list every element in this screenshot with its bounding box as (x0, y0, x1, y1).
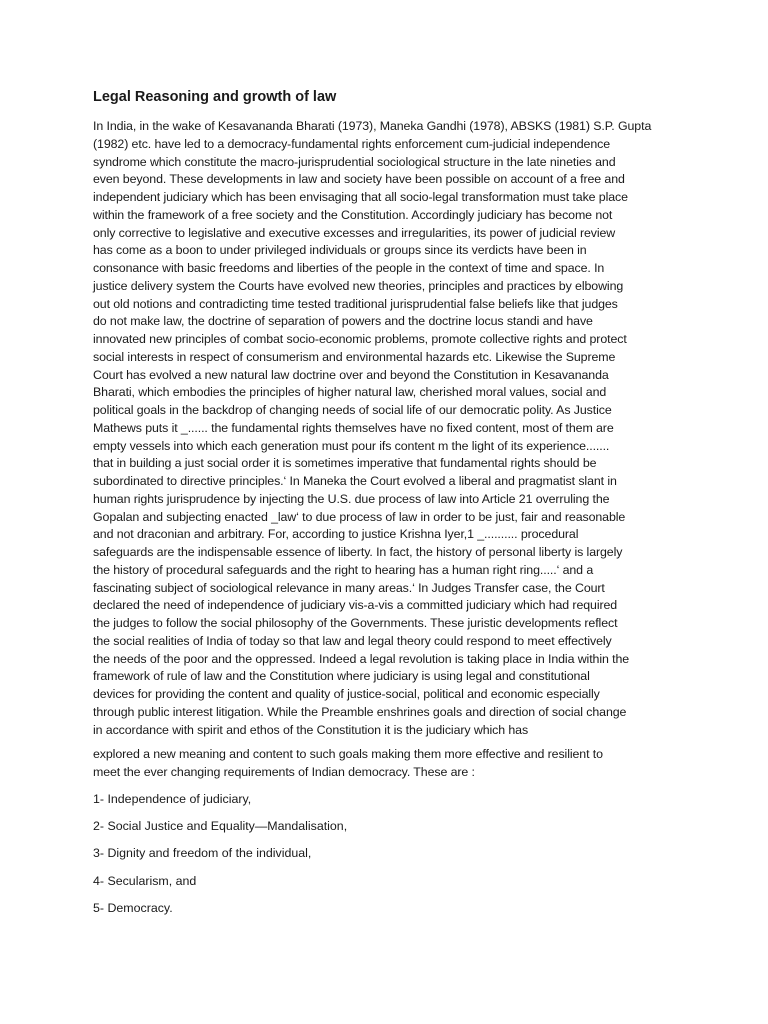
paragraph-line: framework of rule of law and the Constitution where judiciary is using legal and constitutional (93, 669, 590, 684)
paragraph-line: the social realities of India of today so that law and legal theory could respond to meet effectively (93, 633, 612, 648)
paragraph-line: even beyond. These developments in law and society have been possible on account of a free and (93, 172, 625, 187)
paragraph-line: independent judiciary which has been envisaging that all socio-legal transformation must take place (93, 190, 628, 204)
paragraph-line: consonance with basic freedoms and liberties of the people in the context of time and space. In (93, 261, 605, 275)
paragraph-line: declared the need of independence of judiciary vis-a-vis a committed judiciary which had required (93, 598, 618, 613)
paragraph-line: meet the ever changing requirements of Indian democracy. These are : (93, 765, 475, 779)
paragraph-line: has come as a boon to under privileged individuals or groups since its verdicts have been in (93, 243, 587, 258)
paragraph-line: safeguards are the indispensable essence of liberty. In fact, the history of personal liberty is largely (93, 545, 623, 559)
principles-list (93, 791, 673, 918)
document-page (93, 88, 673, 927)
paragraph-continuation (93, 746, 673, 782)
paragraph-line: Mathews puts it _...... the fundamental rights themselves have no fixed content, most of them are (93, 420, 614, 435)
paragraph-line: devices for providing the content and quality of justice-social, political and economic especially (93, 687, 600, 701)
paragraph-line: within the framework of a free society and the Constitution. Accordingly judiciary has become not (93, 207, 613, 222)
paragraph-line: the history of procedural safeguards and the right to hearing has a human right ring.....‘ and a (93, 562, 594, 577)
list-item: 3- Dignity and freedom of the individual, (93, 846, 312, 861)
paragraph-main (93, 118, 673, 739)
paragraph-line: the needs of the poor and the oppressed. Indeed a legal revolution is taking place in India within the (93, 651, 630, 666)
paragraph-line: do not make law, the doctrine of separation of powers and the doctrine locus standi and have (93, 314, 593, 329)
paragraph-line: empty vessels into which each generation must pour ifs content m the light of its experience....... (93, 438, 610, 453)
list-item: 1- Independence of judiciary, (93, 791, 252, 806)
paragraph-line: out old notions and contradicting time tested traditional jurisprudential false beliefs like that judges (93, 296, 618, 311)
list-item: 2- Social Justice and Equality—Mandalisation, (93, 819, 348, 833)
paragraph-line: only corrective to legislative and executive excesses and irregularities, its power of judicial review (93, 225, 616, 240)
paragraph-line: In India, in the wake of Kesavananda Bharati (1973), Maneka Gandhi (1978), ABSKS (1981) S.P. Gupta (93, 119, 652, 133)
paragraph-line: the judges to follow the social philosophy of the Governments. These juristic developments reflect (93, 616, 618, 630)
paragraph-line: political goals in the backdrop of changing needs of social life of our democratic polity. As Justice (93, 403, 612, 417)
paragraph-line: Court has evolved a new natural law doctrine over and beyond the Constitution in Kesavananda (93, 367, 609, 382)
paragraph-line: and not draconian and arbitrary. For, according to justice Krishna Iyer,1 _.......... procedural (93, 527, 579, 542)
paragraph-line: innovated new principles of combat socio-economic problems, promote collective rights and protect (93, 332, 627, 346)
paragraph-line: social interests in respect of consumerism and environmental hazards etc. Likewise the Supreme (93, 349, 616, 364)
paragraph-line: syndrome which constitute the macro-jurisprudential sociological structure in the late nineties and (93, 154, 616, 169)
paragraph-line: fascinating subject of sociological relevance in many areas.‘ In Judges Transfer case, the Court (93, 580, 605, 595)
paragraph-line: (1982) etc. have led to a democracy-fundamental rights enforcement cum-judicial independence (93, 136, 611, 151)
paragraph-line: justice delivery system the Courts have evolved new theories, principles and practices by elbowing (93, 278, 624, 293)
list-item: 4- Secularism, and (93, 873, 197, 888)
paragraph-line: explored a new meaning and content to such goals making them more effective and resilient to (93, 747, 603, 762)
paragraph-line: in accordance with spirit and ethos of the Constitution it is the judiciary which has (93, 722, 529, 737)
paragraph-line: Bharati, which embodies the principles of higher natural law, cherished moral values, social and (93, 385, 607, 400)
paragraph-line: subordinated to directive principles.‘ In Maneka the Court evolved a liberal and pragmatist slant in (93, 474, 617, 488)
document-title: Legal Reasoning and growth of law (93, 89, 337, 105)
list-item: 5- Democracy. (93, 900, 173, 915)
paragraph-line: Gopalan and subjecting enacted _law‘ to due process of law in order to be just, fair and reasonable (93, 509, 626, 524)
paragraph-line: human rights jurisprudence by injecting the U.S. due process of law into Article 21 overruling the (93, 491, 610, 506)
paragraph-line: through public interest litigation. While the Preamble enshrines goals and direction of social change (93, 704, 627, 719)
paragraph-line: that in building a just social order it is sometimes imperative that fundamental rights should be (93, 456, 597, 471)
